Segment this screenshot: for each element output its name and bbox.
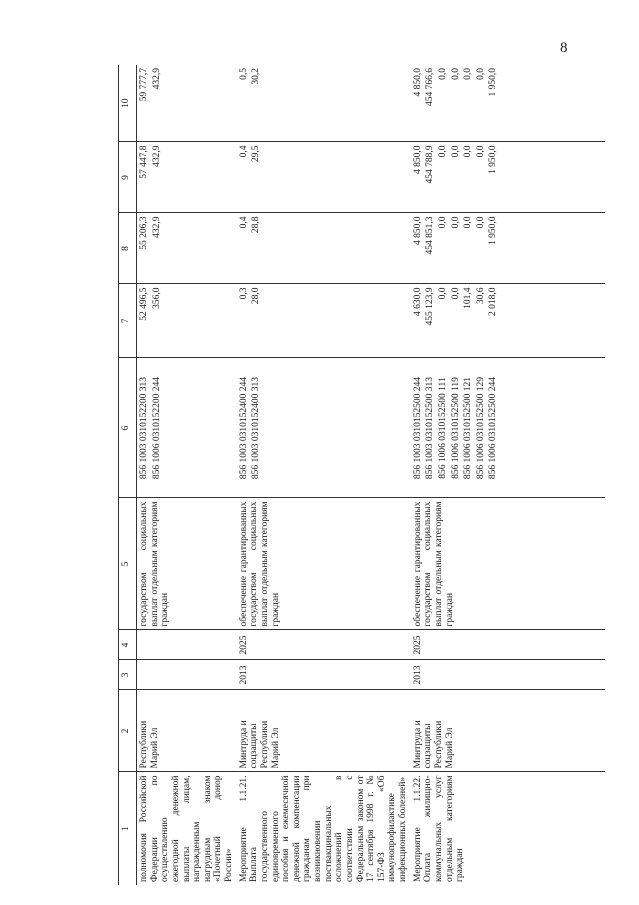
budget-code: 856 1003 0310152200 313 (139, 376, 149, 480)
amount-value: 28,8 (251, 216, 262, 234)
table-row (411, 65, 605, 885)
col-header-8: 8 (119, 213, 137, 284)
col-header-10: 10 (119, 65, 137, 142)
amount-value: 0,0 (463, 145, 474, 158)
responsible-executor: Минтруда и соцзащиты Республики Марий Эл (411, 690, 605, 772)
budget-codes-cell (411, 358, 605, 498)
amount-value: 28,0 (251, 287, 262, 305)
amount-col-7 (411, 284, 605, 358)
expected-result: государством социальных выплат отдельным категориям граждан (137, 498, 237, 630)
budget-code: 856 1006 0310152500 121 (463, 376, 474, 480)
amount-value: 432,9 (151, 68, 162, 90)
responsible-executor: Республики Марий Эл (137, 690, 237, 772)
amount-value: 432,9 (151, 216, 162, 238)
amount-value: 0,0 (450, 216, 461, 229)
budget-code: 856 1006 0310152500 119 (450, 377, 461, 479)
amount-value: 4 630,0 (412, 287, 423, 316)
amount-value: 0,0 (450, 145, 461, 158)
amount-value: 454 788,9 (425, 145, 436, 184)
budget-codes-cell (237, 358, 411, 498)
amount-value: 0,0 (437, 68, 448, 80)
budget-codes-cell (137, 358, 237, 498)
amount-col-8 (137, 213, 237, 284)
col-header-4: 4 (119, 630, 137, 660)
amount-value: 0,5 (238, 68, 249, 80)
amount-value: 0,0 (475, 68, 486, 80)
col-header-2: 2 (119, 690, 137, 772)
end-year (137, 630, 237, 660)
amount-value: 1 950,0 (488, 216, 499, 245)
expected-result: обеспечение гарантированных государством социальных выплат отдельным категориям граждан (237, 498, 411, 630)
amount-col-8 (237, 213, 411, 284)
activity-description: Мероприятие 1.1.21. Выплата государственного единовременного пособия и ежемесячной денежной компенсации гражданам при возникновении поствакцинальных осложнений в соответствии с Федеральным законом от 17 сентября 1998 г. № 157-ФЗ «Об иммунопрофилактике инфекционных болезней» (237, 772, 411, 885)
budget-code: 856 1006 0310152200 244 (151, 376, 162, 480)
amount-value: 30,2 (251, 68, 262, 85)
col-header-9: 9 (119, 142, 137, 213)
budget-code: 856 1006 0310152500 111 (437, 377, 448, 479)
table-row (237, 65, 411, 885)
amount-col-9 (137, 142, 237, 213)
amount-value: 59 777,7 (139, 68, 149, 102)
amount-value: 4 850,0 (412, 216, 423, 245)
amount-value: 0,3 (238, 287, 249, 300)
activity-description: Мероприятие 1.1.22. Оплата жилищно-коммунальных услуг отдельным категориям граждан (411, 772, 605, 885)
amount-value: 57 447,8 (139, 145, 149, 179)
amount-value: 29,5 (251, 145, 262, 163)
amount-col-7 (137, 284, 237, 358)
amount-value: 0,4 (238, 216, 249, 229)
program-activities-table (118, 65, 605, 885)
amount-value: 0,0 (450, 68, 461, 80)
amount-value: 454 766,6 (425, 68, 436, 106)
start-year: 2013 (237, 660, 411, 690)
budget-code: 856 1003 0310152400 313 (251, 376, 262, 480)
amount-value: 0,0 (463, 68, 474, 80)
amount-value: 55 206,3 (139, 216, 149, 250)
amount-value: 0,0 (475, 216, 486, 229)
amount-col-10 (411, 65, 605, 142)
rotated-table-sheet (118, 65, 578, 885)
amount-value: 2 018,0 (488, 287, 499, 316)
col-header-6: 6 (119, 358, 137, 498)
col-header-5: 5 (119, 498, 137, 630)
amount-value: 0,0 (475, 145, 486, 158)
amount-value: 0,0 (437, 145, 448, 158)
end-year: 2025 (237, 630, 411, 660)
table-row (137, 65, 237, 885)
amount-col-9 (237, 142, 411, 213)
header-row (119, 65, 137, 885)
amount-col-8 (411, 213, 605, 284)
budget-code: 856 1003 0310152500 313 (425, 376, 436, 480)
responsible-executor: Минтруда и соцзащиты Республики Марий Эл (237, 690, 411, 772)
amount-value: 0,0 (437, 216, 448, 229)
budget-code: 856 1003 0310152500 244 (412, 376, 423, 480)
col-header-7: 7 (119, 284, 137, 358)
amount-value: 455 123,9 (425, 287, 436, 326)
col-header-3: 3 (119, 660, 137, 690)
amount-value: 30,6 (475, 287, 486, 305)
amount-value: 4 850,0 (412, 68, 423, 97)
budget-code: 856 1006 0310152500 129 (475, 376, 486, 480)
expected-result: обеспечение гарантированных государством социальных выплат отдельным категориям граждан (411, 498, 605, 630)
end-year: 2025 (411, 630, 605, 660)
amount-value: 0,0 (450, 287, 461, 300)
amount-value: 0,4 (238, 145, 249, 158)
amount-value: 52 496,5 (139, 287, 149, 321)
amount-value: 101,4 (463, 287, 474, 309)
budget-code: 856 1003 0310152400 244 (238, 376, 249, 480)
start-year: 2013 (411, 660, 605, 690)
activity-description: полномочия Российской Федерации по осуществлению ежегодной денежной выплаты лицам, награжденным нагрудным знаком «Почетный донор России» (137, 772, 237, 885)
amount-col-9 (411, 142, 605, 213)
budget-code: 856 1006 0310152500 244 (488, 376, 499, 480)
col-header-1: 1 (119, 772, 137, 885)
amount-value: 1 950,0 (488, 145, 499, 174)
amount-value: 454 851,3 (425, 216, 436, 255)
amount-value: 0,0 (463, 216, 474, 229)
amount-col-10 (137, 65, 237, 142)
page-number: 8 (560, 40, 568, 56)
amount-value: 4 850,0 (412, 145, 423, 174)
amount-col-10 (237, 65, 411, 142)
amount-value: 0,0 (437, 287, 448, 300)
start-year (137, 660, 237, 690)
amount-value: 356,0 (151, 287, 162, 309)
amount-col-7 (237, 284, 411, 358)
amount-value: 1 950,0 (488, 68, 499, 97)
amount-value: 432,9 (151, 145, 162, 167)
